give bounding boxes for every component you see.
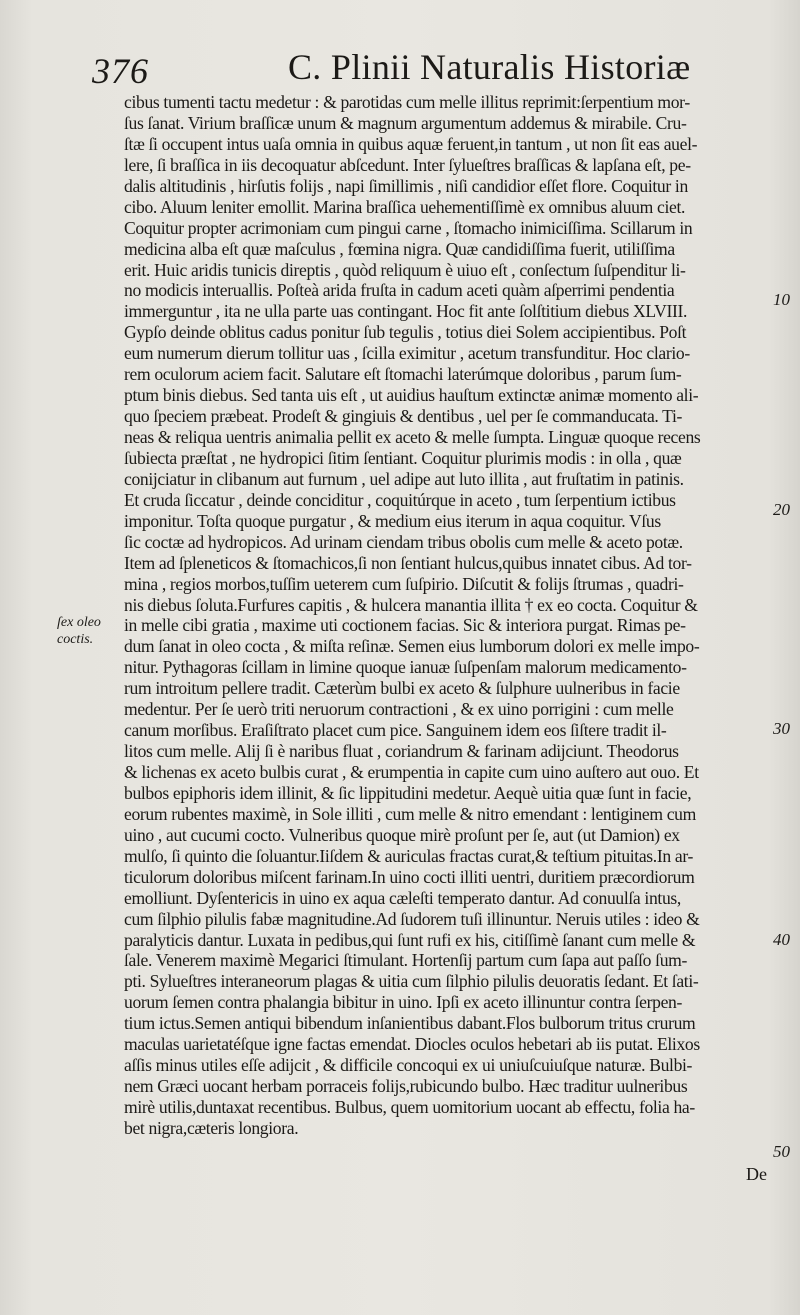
text-line: bet nigra,cæteris longiora. bbox=[124, 1117, 299, 1138]
text-line: uorum ſemen contra phalangia bibitur in uino. Ipſi ex aceto illinuntur contra ſerpen- bbox=[124, 992, 682, 1013]
text-line: litos cum melle. Alij ſi è naribus fluat , coriandrum & farinam adijciunt. Theodorus bbox=[124, 741, 679, 762]
text-line: mirè utilis,duntaxat recentibus. Bulbus, quem uomitorium uocant ab effectu, folia ha- bbox=[124, 1097, 695, 1117]
text-line: Coquitur propter acrimoniam cum pingui carne , ſtomacho inimiciſſima. Scillarum in bbox=[124, 217, 693, 238]
marginal-note-line: ſex oleo bbox=[57, 615, 101, 630]
text-line: mina , regios morbos,tuſſim ueterem cum ſuſpirio. Diſcutit & folijs ſtrumas , quadri- bbox=[124, 573, 684, 594]
body-text bbox=[124, 92, 768, 1139]
text-line: lere, ſi braſſica in iis decoquatur abſcedunt. Inter ſylueſtres braſſicas & lapſana eſt, pe- bbox=[124, 154, 691, 175]
text-line: no modicis interuallis. Poſteà arida fruſta in cadum aceti quàm aſperrimi pendentia bbox=[124, 280, 675, 301]
text-line: ſtæ ſi occupent intus uaſa omnia in quibus aquæ feruent,in tantum , ut non ſit eas auel- bbox=[124, 133, 698, 154]
text-line: pti. Sylueſtres interaneorum plagas & uitia cum ſilphio pilulis deuoratis ſedant. Et ſati- bbox=[124, 971, 699, 992]
text-line: eorum rubentes maximè, in Sole illiti , cum melle & nitro emendant : lentiginem cum bbox=[124, 803, 696, 824]
text-line: medentur. Per ſe uerò triti neruorum contractioni , & ex uino porrigini : cum melle bbox=[124, 699, 674, 720]
line-number: 10 bbox=[773, 290, 790, 309]
text-line: dalis altitudinis , hirſutis folijs , napi ſimillimis , niſi candidior eſſet flore. Coquitur in bbox=[124, 175, 688, 196]
text-line: nitur. Pythagoras ſcillam in limine quoque ianuæ ſuſpenſam malorum medicamento- bbox=[124, 657, 687, 678]
text-line: immerguntur , ita ne ulla parte uas contingant. Hoc fit ante ſolſtitium diebus XLVIII. bbox=[124, 301, 688, 322]
text-line: & lichenas ex aceto bulbis curat , & erumpentia in capite cum uino auſtero aut ouo. Et bbox=[124, 762, 699, 782]
text-line: erit. Huic aridis tunicis direptis , quòd reliquum è uiuo eſt , conſectum ſuſpenditur li- bbox=[124, 259, 686, 280]
text-line: quo ſpeciem præbeat. Prodeſt & gingiuis & dentibus , uel per ſe commanducata. Ti- bbox=[124, 406, 683, 427]
text-line: ticulorum doloribus miſcent farinam.In uino cocti illiti uentri, duritiem præcordiorum bbox=[124, 866, 695, 887]
text-line: maculas uarietatéſque igne factas emendat. Diocles oculos hebetari ab iis putat. Elixos bbox=[124, 1034, 700, 1055]
line-number: 40 bbox=[773, 930, 790, 949]
text-line: conijciatur in clibanum aut furnum , uel adipe aut luto illita , aut fruſtatim in patinis. bbox=[124, 468, 684, 489]
text-line: paralyticis dantur. Luxata in pedibus,qui ſunt rufi ex his, citiſſimè ſanant cum melle & bbox=[124, 929, 696, 950]
text-line: in melle cibi gratia , maxime uti coctionem facias. Sic & interiora purgat. Rimas pe- bbox=[124, 615, 686, 636]
line-number: 20 bbox=[773, 500, 790, 519]
text-line: ſale. Venerem maximè Megarici ſtimulant. Hortenſij partum cum ſapa aut paſſo ſum- bbox=[124, 950, 687, 971]
text-line: Item ad ſpleneticos & ſtomachicos,ſi non ſentiant hulcus,quibus innatet cibus. Ad tor- bbox=[124, 552, 692, 573]
text-line: eum numerum dierum tollitur uas , ſcilla eximitur , acetum transfunditur. Hoc clario- bbox=[124, 343, 690, 364]
text-line: nis diebus ſoluta.Furfures capitis , & hulcera manantia illita † ex eo cocta. Coquitur & bbox=[124, 594, 698, 615]
catchword: De bbox=[746, 1164, 767, 1184]
marginal-note-line: coctis. bbox=[57, 632, 94, 647]
text-line: cum ſilphio pilulis fabæ magnitudine.Ad ſudorem tuſi illinuntur. Neruis utiles : ideo & bbox=[124, 908, 700, 929]
text-line: aſſis minus utiles eſſe adijcit , & difficile concoqui ex ui uniuſcuiuſque naturæ. Bulbi- bbox=[124, 1055, 693, 1076]
text-line: cibo. Aluum leniter emollit. Marina braſſica uehementiſſimè ex omnibus aluum ciet. bbox=[124, 196, 686, 217]
text-line: rem oculorum aciem facit. Salutare eſt ſtomachi laterúmque doloribus , parum ſum- bbox=[124, 364, 682, 385]
text-line: Et cruda ſiccatur , deinde conciditur , coquitúrque in aceto , tum ſerpentium ictibus bbox=[124, 489, 676, 510]
text-line: rum introitum pellere tradit. Cæterùm bulbi ex aceto & ſulphure uulneribus in facie bbox=[124, 678, 680, 699]
text-line: imponitur. Toſta quoque purgatur , & medium eius iterum in aqua coquitur. Vſus bbox=[124, 510, 661, 531]
text-line: ptum binis diebus. Sed tanta uis eſt , ut auidius hauſtum extinctæ animæ momento ali- bbox=[124, 385, 699, 406]
line-number: 50 bbox=[773, 1142, 790, 1161]
text-line: ſic coctæ ad hydropicos. Ad urinam ciendam tribus obolis cum melle & aceto potæ. bbox=[124, 531, 683, 552]
text-line: ſubiecta præſtat , ne hydropici ſitim ſentiant. Coquitur plurimis modis : in olla , quæ bbox=[124, 447, 682, 468]
text-line: canum morſibus. Eraſiſtrato placet cum pice. Sanguinem idem eos ſiſtere tradit il- bbox=[124, 720, 667, 741]
text-line: ſus ſanat. Virium braſſicæ unum & magnum argumentum addemus & mirabile. Cru- bbox=[124, 112, 687, 133]
text-line: uino , aut cucumi cocto. Vulneribus quoque mirè proſunt per ſe, aut (ut Damion) ex bbox=[124, 824, 680, 845]
text-line: emolliunt. Dyſentericis in uino ex aqua cæleſti temperato dantur. Ad conuulſa intus, bbox=[124, 887, 681, 908]
line-number: 30 bbox=[773, 719, 790, 738]
text-line: neas & reliqua uentris animalia pellit ex aceto & melle ſumpta. Linguæ quoque recens bbox=[124, 427, 701, 447]
running-title: C. Plinii Naturalis Historiæ bbox=[288, 47, 691, 87]
text-line: mulſo, ſi quinto die ſoluantur.Iiſdem & auriculas fractas curat,& teſtium pituitas.In ar- bbox=[124, 845, 693, 866]
text-line: nem Græci uocant herbam porraceis folijs,rubicundo bulbo. Hæc traditur uulneribus bbox=[124, 1076, 688, 1097]
page-number: 376 bbox=[92, 51, 149, 91]
text-line: cibus tumenti tactu medetur : & parotidas cum melle illitus reprimit:ſerpentium mor- bbox=[124, 92, 690, 112]
marginal-note bbox=[57, 614, 117, 648]
text-line: medicina alba eſt quæ maſculus , fœmina nigra. Quæ candidiſſima fuerit, utiliſſima bbox=[124, 238, 675, 259]
text-line: tium ictus.Semen antiqui bibendum inſanientibus dabant.Flos bulborum tritus crurum bbox=[124, 1013, 696, 1034]
text-line: bulbos epiphoris idem illinit, & ſic lippitudini medetur. Aequè uitia quæ ſunt in facie, bbox=[124, 782, 692, 803]
text-line: dum ſanat in oleo cocta , & miſta reſinæ. Semen eius lumborum dolori ex melle impo- bbox=[124, 636, 700, 657]
text-line: Gypſo deinde oblitus cadus ponitur ſub tegulis , totius diei Solem accipientibus. Poſt bbox=[124, 322, 687, 343]
